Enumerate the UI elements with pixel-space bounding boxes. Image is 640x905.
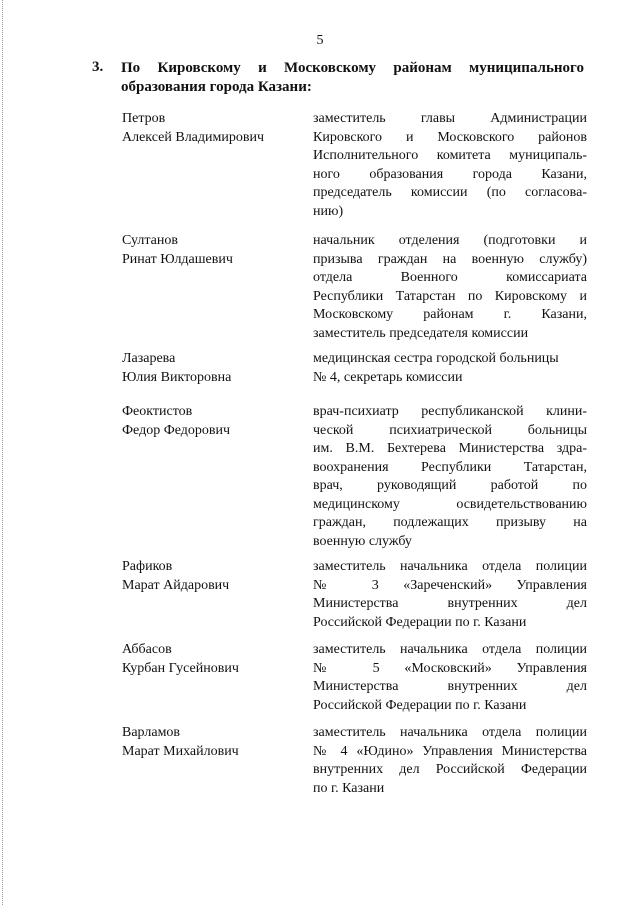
member-name — [122, 558, 302, 595]
member-given-names: Алексей Владимирович — [122, 129, 265, 145]
role-line: заместитель главы Администрации — [313, 111, 587, 126]
role-line: № 4 «Юдино» Управления Министерства — [313, 743, 587, 759]
member-surname: Феоктистов — [122, 404, 193, 419]
role-line: Российской Федерации по г. Казани — [313, 697, 527, 713]
role-line: Российской Федерации по г. Казани — [313, 614, 527, 630]
section-heading — [92, 59, 584, 97]
member-surname: Лазарева — [122, 351, 176, 366]
member-role — [313, 232, 587, 343]
member-surname: Султанов — [122, 233, 178, 248]
member-name — [122, 110, 302, 147]
member-name — [122, 350, 302, 387]
member-name — [122, 403, 302, 440]
page-number: 5 — [316, 33, 324, 48]
member-given-names: Ринат Юлдашевич — [122, 251, 233, 267]
role-line: № 3 «Зареченский» Управления — [313, 577, 587, 593]
member-surname: Аббасов — [122, 642, 172, 657]
role-line: Московскому районам г. Казани, — [313, 307, 587, 322]
member-role — [313, 110, 587, 221]
member-name — [122, 641, 302, 678]
member-name — [122, 724, 302, 761]
role-line: Министерства внутренних дел — [313, 596, 587, 611]
role-line: воохранения Республики Татарстан, — [313, 459, 587, 475]
role-line: нию) — [313, 203, 344, 219]
role-line: по г. Казани — [313, 780, 385, 796]
role-line: внутренних дел Российской Федерации — [313, 762, 587, 777]
role-line: ческой психиатрической больницы — [313, 422, 587, 438]
role-line: им. В.М. Бехтерева Министерства здра- — [313, 441, 587, 456]
member-role — [313, 403, 587, 551]
role-line: отдела Военного комиссариата — [313, 270, 587, 285]
role-line: Исполнительного комитета муниципаль- — [313, 148, 587, 163]
role-line: начальник отделения (подготовки и — [313, 233, 587, 248]
role-line: призыва граждан на военную службу) — [313, 251, 587, 267]
member-given-names: Курбан Гусейнович — [122, 660, 239, 676]
member-role — [313, 641, 587, 715]
role-line: Министерства внутренних дел — [313, 679, 587, 694]
role-line: заместитель председателя комиссии — [313, 325, 529, 341]
role-line: председатель комиссии (по согласова- — [313, 185, 587, 200]
member-role — [313, 724, 587, 798]
member-given-names: Марат Михайлович — [122, 743, 239, 759]
role-line: медицинскому освидетельствованию — [313, 496, 587, 512]
role-line: Кировского и Московского районов — [313, 129, 587, 145]
member-role — [313, 350, 587, 387]
role-line: врач-психиатр республиканской клини- — [313, 404, 587, 419]
section-title-line: образования города Казани: — [121, 79, 312, 95]
member-name — [122, 232, 302, 269]
role-line: врач, руководящий работой по — [313, 478, 587, 493]
member-given-names: Юлия Викторовна — [122, 369, 232, 385]
role-line: Республики Татарстан по Кировскому и — [313, 288, 587, 304]
role-line: граждан, подлежащих призыву на — [313, 515, 587, 530]
member-given-names: Марат Айдарович — [122, 577, 230, 593]
section-title-line: По Кировскому и Московскому районам муниципального — [121, 60, 584, 76]
role-line: заместитель начальника отдела полиции — [313, 559, 587, 574]
role-line: медицинская сестра городской больницы — [313, 351, 559, 366]
member-role — [313, 558, 587, 632]
role-line: заместитель начальника отдела полиции — [313, 642, 587, 657]
member-surname: Варламов — [122, 725, 181, 740]
member-given-names: Федор Федорович — [122, 422, 231, 438]
member-surname: Петров — [122, 111, 166, 126]
scan-edge-line — [2, 0, 3, 905]
role-line: № 5 «Московский» Управления — [313, 660, 587, 676]
role-line: № 4, секретарь комиссии — [313, 369, 463, 385]
role-line: ного образования города Казани, — [313, 166, 587, 182]
section-title — [121, 59, 584, 97]
section-number: 3. — [92, 59, 104, 75]
role-line: заместитель начальника отдела полиции — [313, 725, 587, 740]
role-line: военную службу — [313, 533, 412, 549]
member-surname: Рафиков — [122, 559, 173, 574]
